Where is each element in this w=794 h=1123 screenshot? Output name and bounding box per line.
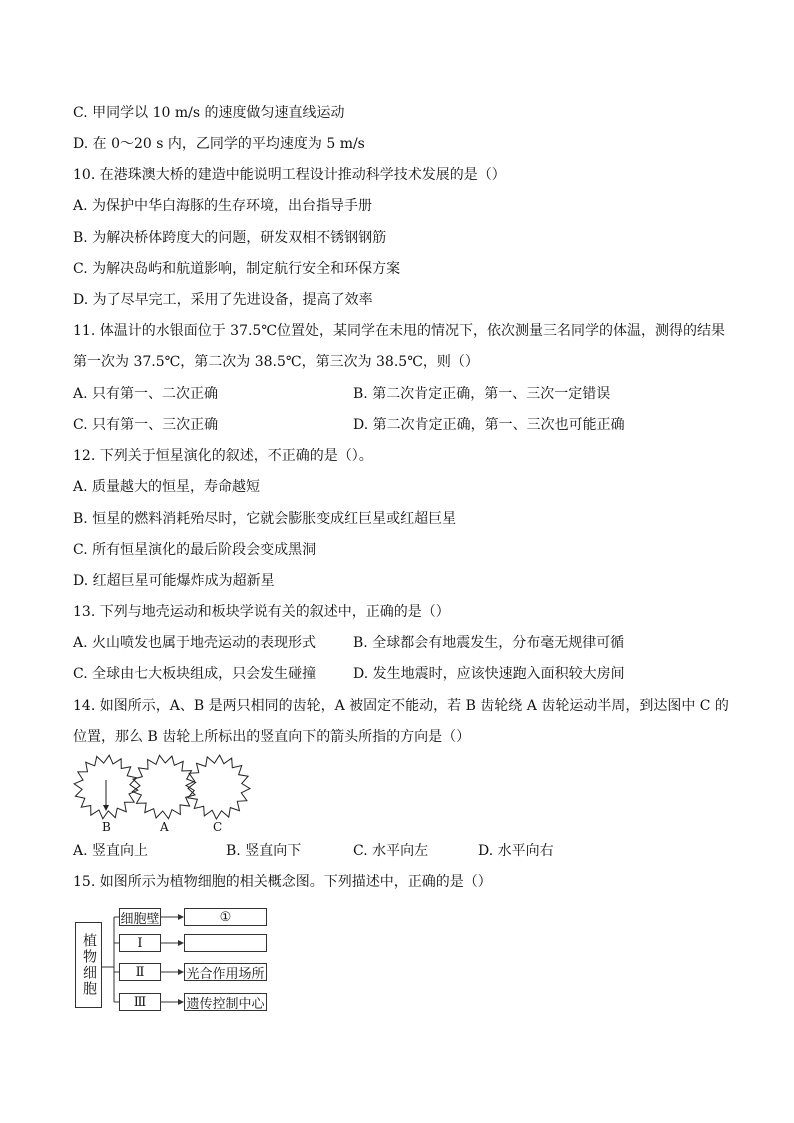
gear-outline [132,755,195,818]
q14-stem-line1: 14. 如图所示，A、B 是两只相同的齿轮，A 被固定不能动，若 B 齿轮绕 A 齿轮运动半周，到达图中 C 的 [73,698,729,714]
gear-a-icon [132,755,195,818]
arrow-head-icon [103,805,109,811]
q9-option-d: D. 在 0～20 s 内，乙同学的平均速度为 5 m/s [73,136,365,152]
q10-option-a: A. 为保护中华白海豚的生存环境，出台指导手册 [73,198,373,214]
q12-option-a: A. 质量越大的恒星，寿命越短 [73,479,261,495]
concept-function-4: 遗传控制中心 [184,993,267,1011]
q10-option-c: C. 为解决岛屿和航道影响，制定航行安全和环保方案 [73,261,401,277]
q14-option-d: D. 水平向右 [478,843,554,859]
concept-function-3: 光合作用场所 [184,963,267,981]
q12-option-d: D. 红超巨星可能爆炸成为超新星 [73,573,275,589]
concept-root-label: 植物细胞 [81,933,97,997]
concept-node-2: Ⅱ [119,963,161,981]
concept-function-2 [184,934,267,952]
q11-stem-line1: 11. 体温计的水银面位于 37.5℃位置处，某同学在未甩的情况下，依次测量三名同学的体温，测得的结果 [73,323,725,339]
concept-function-1: ① [184,908,267,926]
gear-label-a: A [160,820,169,834]
q14-stem-line2: 位置，那么 B 齿轮上所标出的竖直向下的箭头所指的方向是（） [73,729,471,745]
q10-stem: 10. 在港珠澳大桥的建造中能说明工程设计推动科学技术发展的是（） [73,167,506,183]
gear-c-icon [186,755,250,819]
q10-option-d: D. 为了尽早完工，采用了先进设备，提高了效率 [73,292,373,308]
q9-option-c: C. 甲同学以 10 m/s 的速度做匀速直线运动 [73,105,345,121]
q13-option-c: C. 全球由七大板块组成，只会发生碰撞 [73,666,317,682]
gear-label-b: B [102,820,111,834]
q14-option-c: C. 水平向左 [353,843,429,859]
q15-stem: 15. 如图所示为植物细胞的相关概念图。下列描述中，正确的是（） [73,874,492,890]
gear-label-c: C [213,820,223,834]
q14-option-a: A. 竖直向上 [73,843,149,859]
q12-option-b: B. 恒星的燃料消耗殆尽时，它就会膨胀变成红巨星或红超巨星 [73,511,457,527]
q11-option-c: C. 只有第一、三次正确 [73,417,219,433]
concept-node-cell-wall: 细胞壁 [119,908,161,926]
gear-diagram [68,754,268,824]
q13-stem: 13. 下列与地壳运动和板块学说有关的叙述中，正确的是（） [73,604,450,620]
concept-node-3: Ⅲ [119,993,161,1011]
q10-option-b: B. 为解决桥体跨度大的问题，研发双相不锈钢钢筋 [73,230,387,246]
q12-option-c: C. 所有恒星演化的最后阶段会变成黑洞 [73,542,317,558]
q13-option-b: B. 全球都会有地震发生，分布毫无规律可循 [353,635,625,651]
q14-option-b: B. 竖直向下 [226,843,302,859]
concept-node-1: Ⅰ [119,934,161,952]
q12-stem: 12. 下列关于恒星演化的叙述，不正确的是（）。 [73,448,373,464]
q11-option-b: B. 第二次肯定正确，第一、三次一定错误 [353,386,611,402]
q11-option-a: A. 只有第一、二次正确 [73,386,219,402]
q11-option-d: D. 第二次肯定正确，第一、三次也可能正确 [353,417,625,433]
gear-outline [186,755,250,819]
q11-stem-line2: 第一次为 37.5℃，第二次为 38.5℃，第三次为 38.5℃，则（） [73,354,479,370]
q13-option-a: A. 火山喷发也属于地壳运动的表现形式 [73,635,317,651]
q13-option-d: D. 发生地震时，应该快速跑入面积较大房间 [353,666,625,682]
concept-root-plant-cell [75,922,102,1008]
